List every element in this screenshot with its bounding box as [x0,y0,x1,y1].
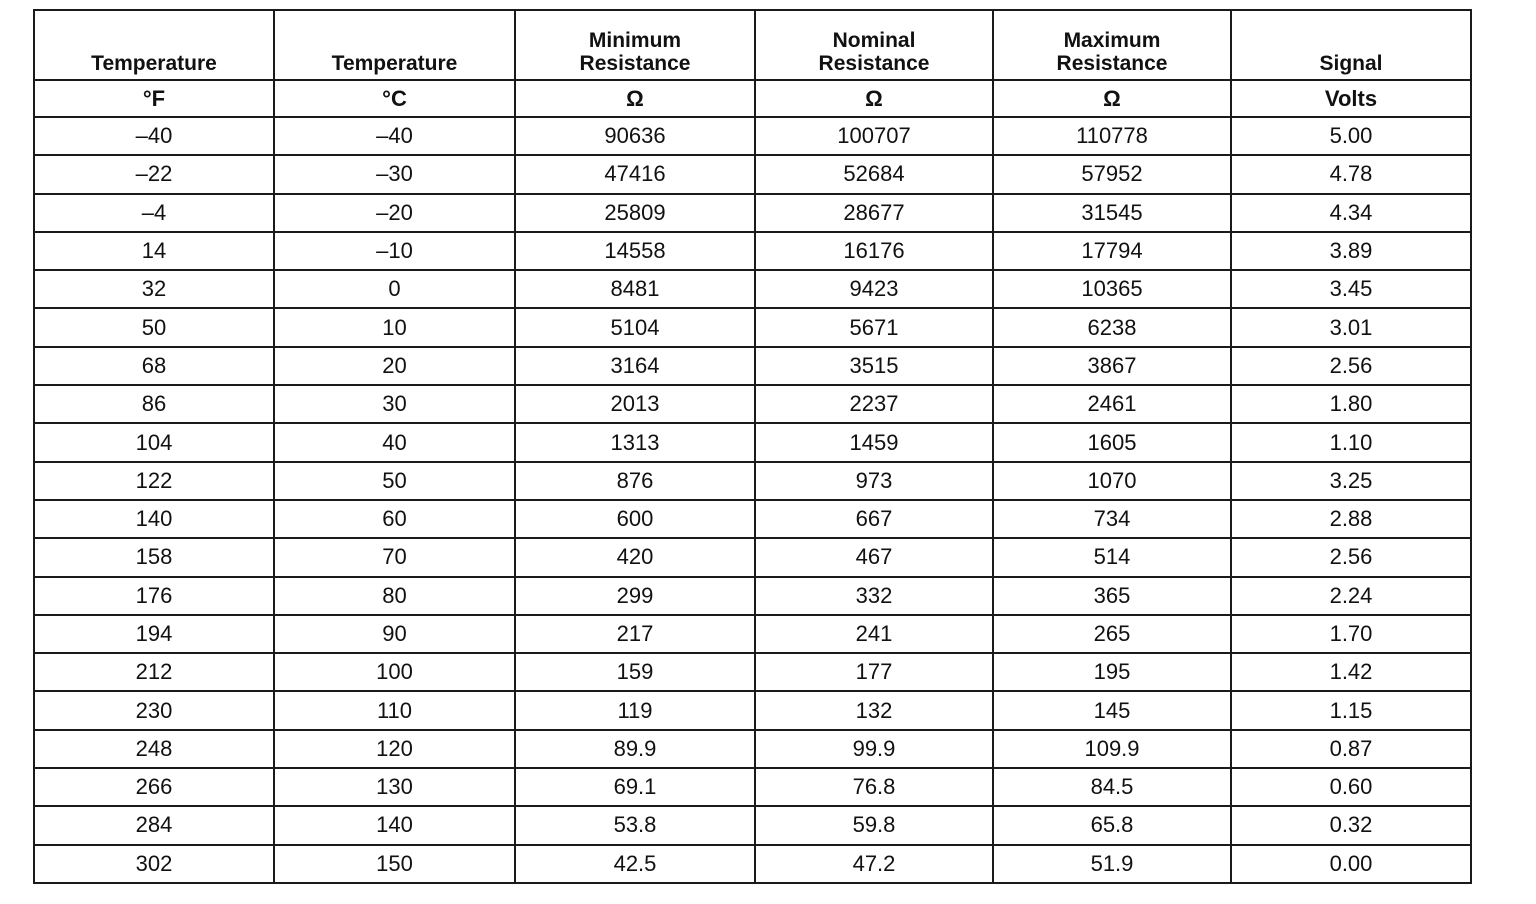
table-body [34,117,1471,883]
header-label: Temperature [91,52,217,75]
cell-max-resistance: 84.5 [993,768,1231,806]
cell-nominal-resistance: 3515 [755,347,993,385]
cell-max-resistance: 514 [993,538,1231,576]
cell-max-resistance: 3867 [993,347,1231,385]
cell-max-resistance: 734 [993,500,1231,538]
cell-min-resistance: 14558 [515,232,755,270]
cell-min-resistance: 42.5 [515,845,755,883]
header-nominal-resistance [755,10,993,80]
cell-temperature-c: 130 [274,768,515,806]
cell-signal-volts: 1.42 [1231,653,1471,691]
cell-nominal-resistance: 47.2 [755,845,993,883]
table-row [34,730,1471,768]
cell-nominal-resistance: 2237 [755,385,993,423]
table-row [34,462,1471,500]
cell-min-resistance: 2013 [515,385,755,423]
cell-nominal-resistance: 9423 [755,270,993,308]
table-row [34,308,1471,346]
cell-temperature-f: 14 [34,232,274,270]
cell-temperature-f: 158 [34,538,274,576]
cell-min-resistance: 119 [515,691,755,729]
table-row [34,577,1471,615]
cell-temperature-c: 140 [274,806,515,844]
cell-max-resistance: 195 [993,653,1231,691]
cell-nominal-resistance: 467 [755,538,993,576]
cell-temperature-c: –30 [274,155,515,193]
cell-signal-volts: 5.00 [1231,117,1471,155]
cell-nominal-resistance: 973 [755,462,993,500]
cell-min-resistance: 3164 [515,347,755,385]
header-label: Minimum Resistance [579,29,691,75]
table-row [34,768,1471,806]
table-row [34,538,1471,576]
cell-temperature-f: 302 [34,845,274,883]
table-row [34,691,1471,729]
table-row [34,806,1471,844]
cell-max-resistance: 10365 [993,270,1231,308]
cell-signal-volts: 4.34 [1231,194,1471,232]
table-row [34,615,1471,653]
cell-temperature-c: 20 [274,347,515,385]
table-row [34,194,1471,232]
table-header [34,10,1471,117]
cell-temperature-f: 194 [34,615,274,653]
cell-signal-volts: 1.10 [1231,423,1471,461]
cell-max-resistance: 17794 [993,232,1231,270]
cell-min-resistance: 299 [515,577,755,615]
cell-temperature-f: –4 [34,194,274,232]
cell-min-resistance: 876 [515,462,755,500]
table-row [34,653,1471,691]
cell-signal-volts: 2.56 [1231,347,1471,385]
cell-temperature-f: –22 [34,155,274,193]
cell-signal-volts: 1.70 [1231,615,1471,653]
cell-nominal-resistance: 667 [755,500,993,538]
cell-temperature-f: 140 [34,500,274,538]
cell-max-resistance: 1070 [993,462,1231,500]
cell-min-resistance: 5104 [515,308,755,346]
header-maximum-resistance [993,10,1231,80]
cell-signal-volts: 0.32 [1231,806,1471,844]
cell-signal-volts: 0.60 [1231,768,1471,806]
cell-max-resistance: 51.9 [993,845,1231,883]
sensor-resistance-table [33,9,1472,884]
header-temperature-f [34,10,274,80]
cell-min-resistance: 600 [515,500,755,538]
cell-nominal-resistance: 52684 [755,155,993,193]
cell-nominal-resistance: 100707 [755,117,993,155]
header-title-row [34,10,1471,80]
unit-volts: Volts [1231,80,1471,117]
cell-temperature-c: 10 [274,308,515,346]
cell-temperature-c: 50 [274,462,515,500]
cell-signal-volts: 2.56 [1231,538,1471,576]
header-label: Signal [1319,52,1383,75]
cell-temperature-f: 176 [34,577,274,615]
cell-signal-volts: 3.01 [1231,308,1471,346]
cell-nominal-resistance: 177 [755,653,993,691]
cell-signal-volts: 0.00 [1231,845,1471,883]
cell-max-resistance: 65.8 [993,806,1231,844]
cell-signal-volts: 1.80 [1231,385,1471,423]
cell-min-resistance: 1313 [515,423,755,461]
cell-signal-volts: 3.25 [1231,462,1471,500]
cell-min-resistance: 159 [515,653,755,691]
table-row [34,500,1471,538]
cell-temperature-c: 80 [274,577,515,615]
unit-ohm: Ω [993,80,1231,117]
cell-temperature-f: –40 [34,117,274,155]
header-temperature-c [274,10,515,80]
cell-min-resistance: 47416 [515,155,755,193]
unit-ohm: Ω [755,80,993,117]
table-row [34,117,1471,155]
cell-min-resistance: 420 [515,538,755,576]
document-page [33,9,1470,884]
cell-max-resistance: 57952 [993,155,1231,193]
table-row [34,270,1471,308]
cell-min-resistance: 69.1 [515,768,755,806]
cell-temperature-f: 212 [34,653,274,691]
cell-temperature-f: 248 [34,730,274,768]
cell-signal-volts: 3.89 [1231,232,1471,270]
cell-min-resistance: 53.8 [515,806,755,844]
table-row [34,155,1471,193]
cell-signal-volts: 2.88 [1231,500,1471,538]
cell-signal-volts: 1.15 [1231,691,1471,729]
cell-temperature-c: 40 [274,423,515,461]
cell-max-resistance: 145 [993,691,1231,729]
table-row [34,385,1471,423]
cell-temperature-f: 230 [34,691,274,729]
cell-temperature-c: 0 [274,270,515,308]
cell-temperature-c: 150 [274,845,515,883]
table-row [34,845,1471,883]
cell-max-resistance: 6238 [993,308,1231,346]
cell-max-resistance: 2461 [993,385,1231,423]
cell-temperature-c: 110 [274,691,515,729]
cell-max-resistance: 365 [993,577,1231,615]
cell-temperature-f: 266 [34,768,274,806]
cell-nominal-resistance: 1459 [755,423,993,461]
table-row [34,423,1471,461]
unit-celsius: °C [274,80,515,117]
header-minimum-resistance [515,10,755,80]
cell-max-resistance: 31545 [993,194,1231,232]
cell-nominal-resistance: 28677 [755,194,993,232]
cell-nominal-resistance: 5671 [755,308,993,346]
cell-signal-volts: 2.24 [1231,577,1471,615]
cell-temperature-c: –10 [274,232,515,270]
cell-nominal-resistance: 99.9 [755,730,993,768]
cell-nominal-resistance: 59.8 [755,806,993,844]
cell-temperature-f: 104 [34,423,274,461]
header-label: Nominal Resistance [818,29,930,75]
cell-temperature-f: 32 [34,270,274,308]
cell-min-resistance: 90636 [515,117,755,155]
cell-temperature-c: 70 [274,538,515,576]
cell-temperature-c: 30 [274,385,515,423]
cell-temperature-f: 122 [34,462,274,500]
cell-signal-volts: 4.78 [1231,155,1471,193]
header-label: Maximum Resistance [1056,29,1168,75]
cell-max-resistance: 109.9 [993,730,1231,768]
cell-nominal-resistance: 76.8 [755,768,993,806]
cell-nominal-resistance: 16176 [755,232,993,270]
cell-temperature-f: 86 [34,385,274,423]
cell-temperature-c: 60 [274,500,515,538]
cell-min-resistance: 8481 [515,270,755,308]
cell-temperature-c: –40 [274,117,515,155]
cell-signal-volts: 0.87 [1231,730,1471,768]
cell-nominal-resistance: 332 [755,577,993,615]
cell-nominal-resistance: 241 [755,615,993,653]
table-row [34,232,1471,270]
unit-fahrenheit: °F [34,80,274,117]
cell-signal-volts: 3.45 [1231,270,1471,308]
cell-temperature-c: 120 [274,730,515,768]
header-signal [1231,10,1471,80]
cell-min-resistance: 89.9 [515,730,755,768]
cell-max-resistance: 265 [993,615,1231,653]
cell-max-resistance: 110778 [993,117,1231,155]
cell-temperature-f: 68 [34,347,274,385]
cell-temperature-c: 100 [274,653,515,691]
cell-min-resistance: 217 [515,615,755,653]
table-row [34,347,1471,385]
cell-nominal-resistance: 132 [755,691,993,729]
cell-max-resistance: 1605 [993,423,1231,461]
cell-temperature-c: –20 [274,194,515,232]
cell-temperature-f: 284 [34,806,274,844]
unit-ohm: Ω [515,80,755,117]
header-label: Temperature [331,52,458,75]
cell-min-resistance: 25809 [515,194,755,232]
header-unit-row [34,80,1471,117]
cell-temperature-c: 90 [274,615,515,653]
cell-temperature-f: 50 [34,308,274,346]
